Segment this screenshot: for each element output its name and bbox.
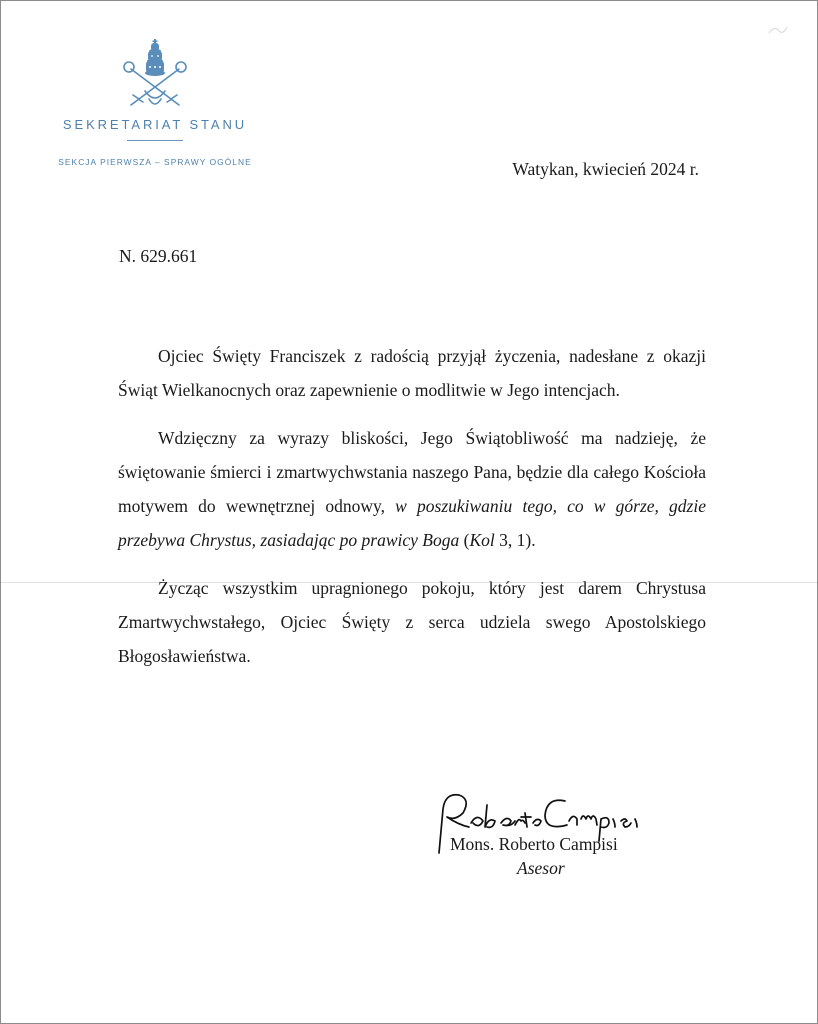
paragraph-1: Ojciec Święty Franciszek z radością przyjął życzenia, nadesłane z okazji Świąt Wielkanocnych oraz zapewnienie o modlitwie w Jego intencjach. (118, 346, 706, 400)
letterhead-divider (127, 140, 183, 141)
scripture-quote: w poszukiwaniu tego, co w górze, gdzie przebywa Chrystus, zasiadając po prawicy Boga (118, 496, 707, 550)
signer-name: Mons. Roberto Campisi (450, 834, 618, 854)
paper-smudge (767, 23, 789, 37)
reference-number: N. 629.661 (119, 246, 198, 266)
letterhead-subtitle: SEKCJA PIERWSZA – SPRAWY OGÓLNE (58, 157, 252, 167)
paragraph-2-text: Wdzięczny za wyrazy bliskości, Jego Świątobliwość ma nadzieję, że świętowanie śmierci i zmartwychwstania naszego Pana, będzie dla całego Kościoła motywem do wewnętrznej odnowy, (118, 428, 706, 516)
papal-keys-tiara-emblem (119, 39, 191, 117)
quote-open: ( (459, 530, 470, 550)
letter-body (118, 339, 706, 687)
paper-fold-line (1, 582, 818, 583)
letter-date: Watykan, kwiecień 2024 r. (512, 159, 699, 179)
scripture-book: Kol (469, 530, 495, 550)
signer-title: Asesor (517, 858, 565, 878)
scripture-ref: 3, 1). (494, 530, 536, 550)
paragraph-3: Życząc wszystkim upragnionego pokoju, który jest darem Chrystusa Zmartwychwstałego, Ojciec Święty z serca udziela swego Apostolskiego Błogosławieństwa. (118, 578, 706, 666)
paragraph-2 (118, 421, 706, 557)
letterhead-title: SEKRETARIAT STANU (62, 117, 248, 132)
